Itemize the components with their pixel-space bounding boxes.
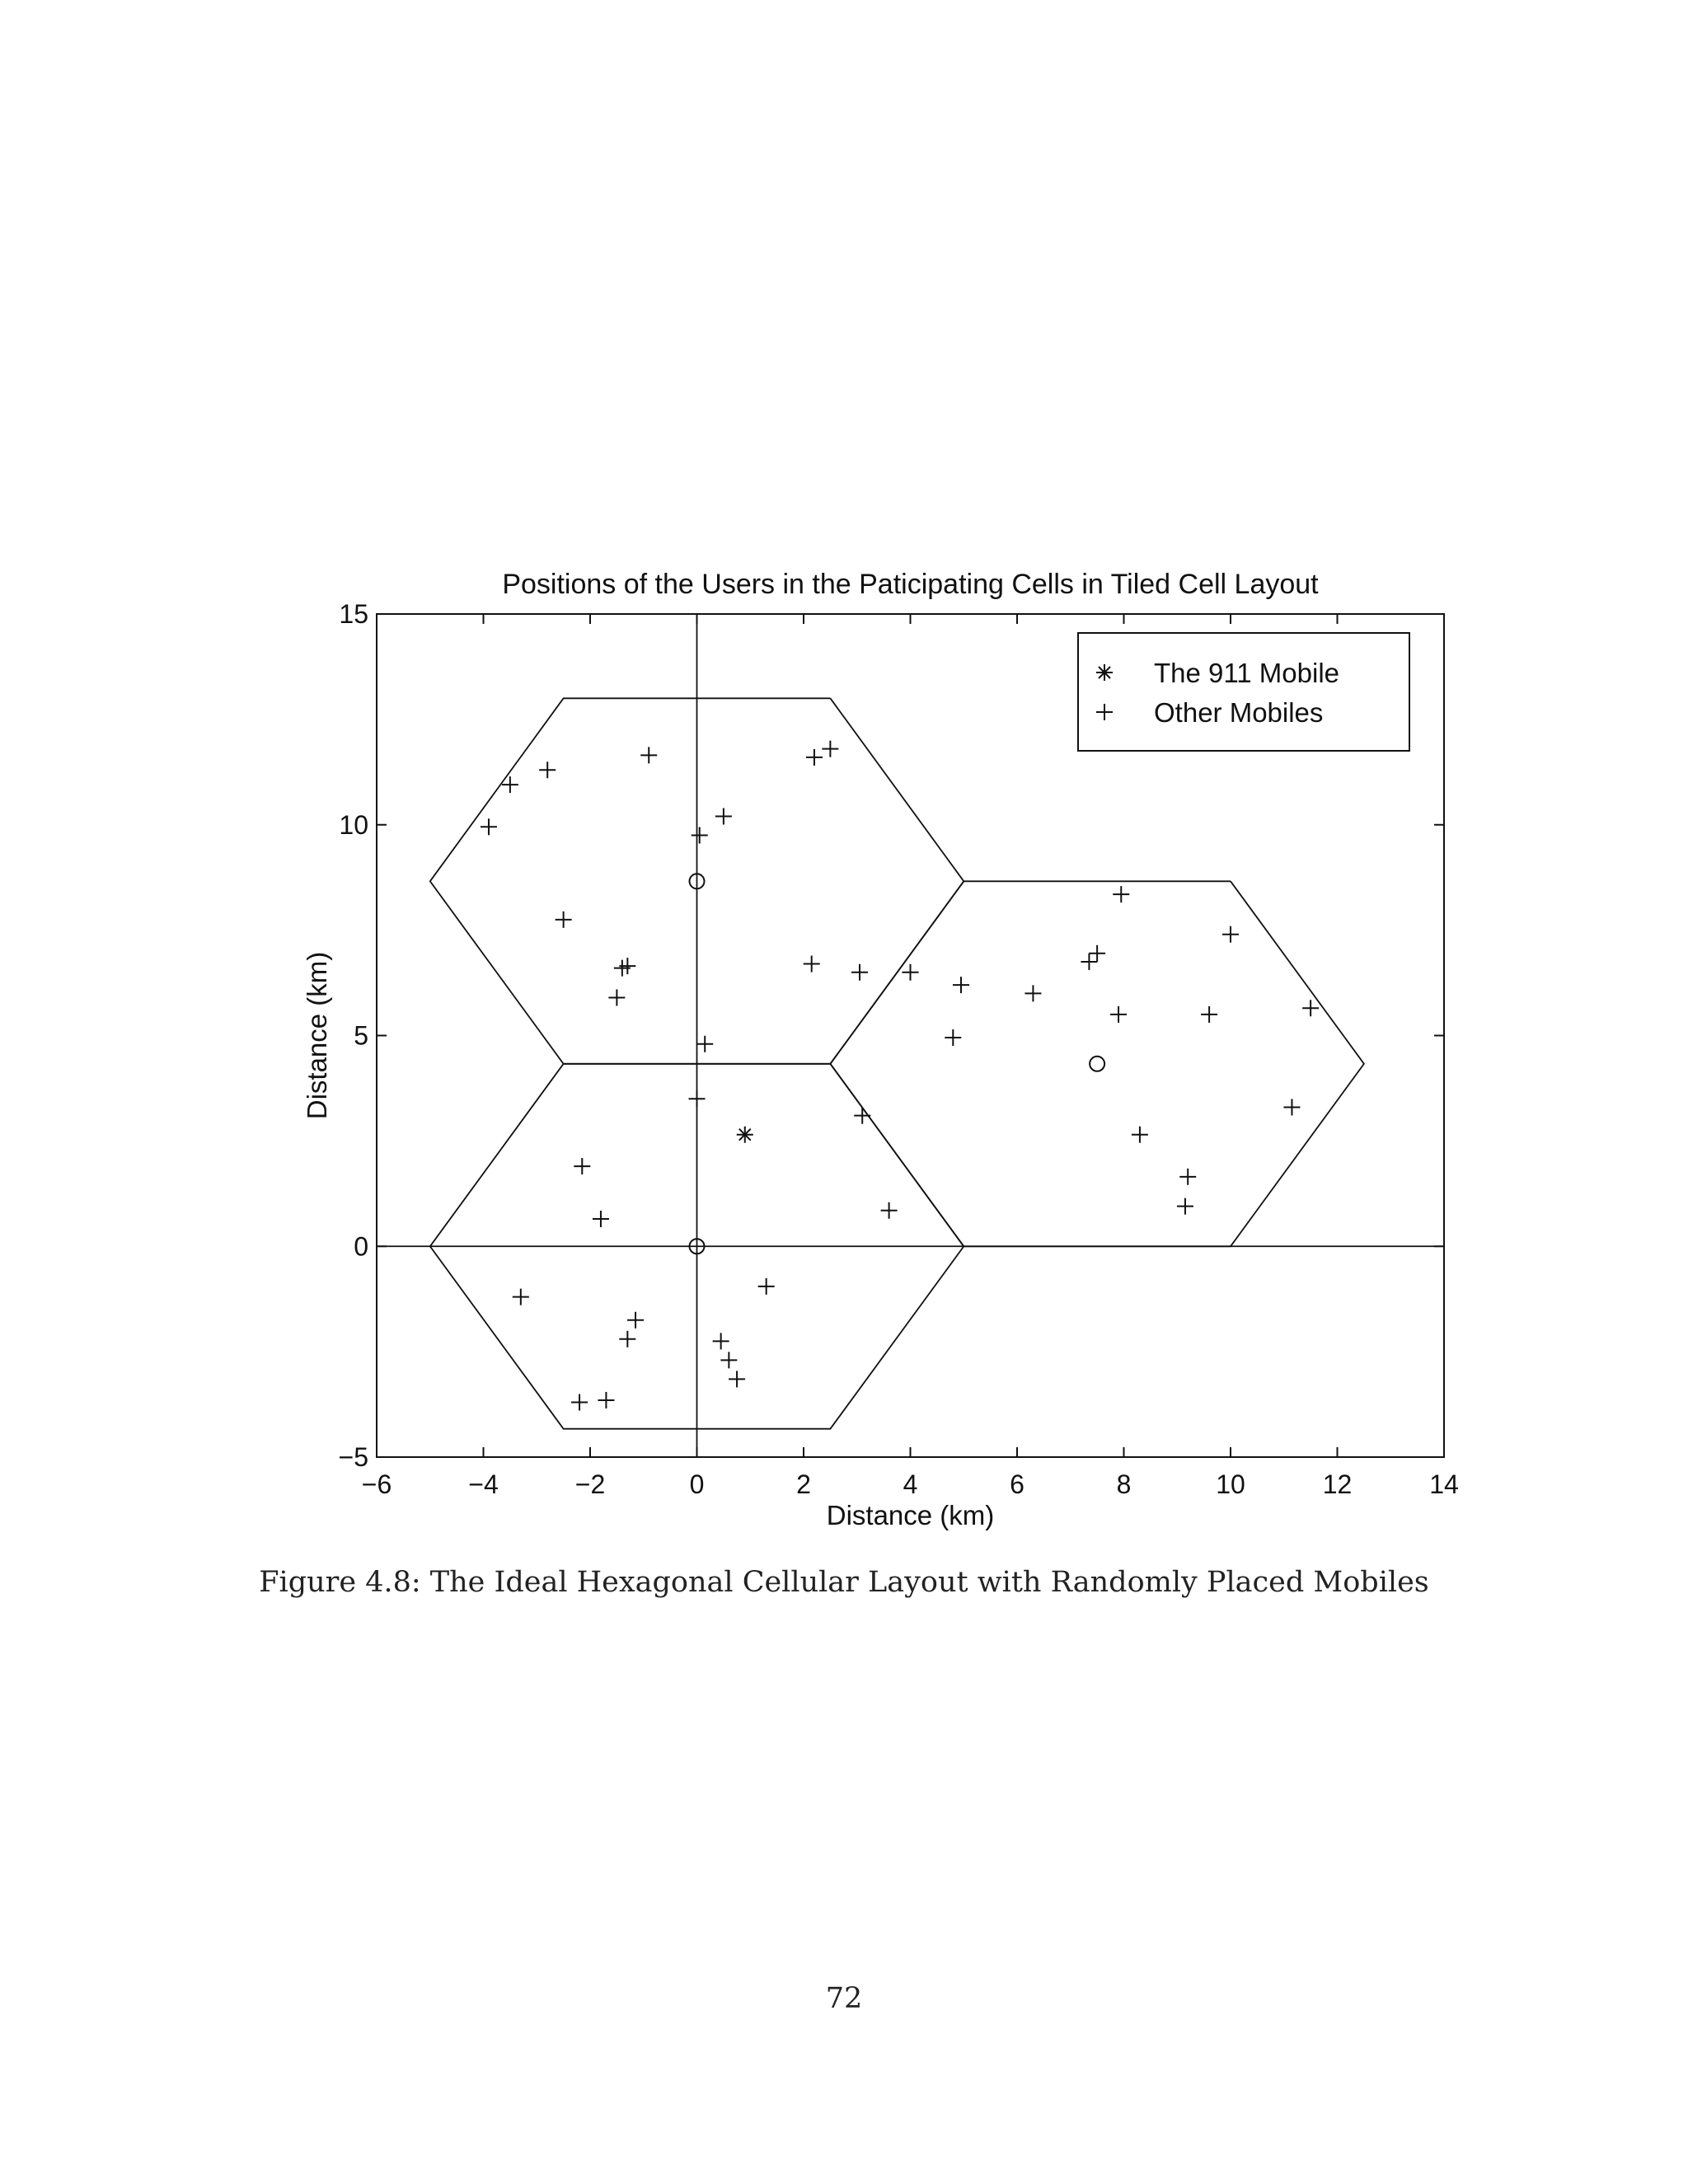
x-tick-label: 8 <box>1116 1469 1132 1499</box>
x-tick-label: −6 <box>361 1469 392 1499</box>
hexagonal-cell <box>830 881 1364 1246</box>
x-tick-label: −2 <box>574 1469 606 1499</box>
x-axis-label: Distance (km) <box>826 1500 995 1530</box>
y-tick-label: 15 <box>339 599 368 629</box>
y-tick-label: 0 <box>354 1231 368 1262</box>
x-tick-label: 10 <box>1216 1469 1245 1499</box>
chart-title: Positions of the Users in the Paticipating Cells in Tiled Cell Layout <box>502 569 1319 600</box>
x-tick-label: 6 <box>1010 1469 1025 1499</box>
x-tick-label: 0 <box>689 1469 705 1499</box>
y-tick-label: 5 <box>354 1020 368 1051</box>
y-tick-label: −5 <box>338 1442 368 1472</box>
x-tick-label: 14 <box>1429 1469 1459 1499</box>
legend-box <box>1078 633 1409 751</box>
x-tick-label: 2 <box>796 1469 811 1499</box>
page-number: 72 <box>825 1982 863 2015</box>
x-tick-label: −4 <box>468 1469 499 1499</box>
x-tick-label: 4 <box>903 1469 918 1499</box>
figure-caption: Figure 4.8: The Ideal Hexagonal Cellular Layout with Randomly Placed Mobiles <box>259 1566 1429 1599</box>
legend-label: The 911 Mobile <box>1154 658 1340 688</box>
base-station-marker <box>1090 1057 1104 1071</box>
y-axis-label: Distance (km) <box>302 951 332 1120</box>
x-tick-label: 12 <box>1322 1469 1353 1499</box>
y-tick-label: 10 <box>339 809 368 840</box>
legend-label: Other Mobiles <box>1154 697 1324 728</box>
